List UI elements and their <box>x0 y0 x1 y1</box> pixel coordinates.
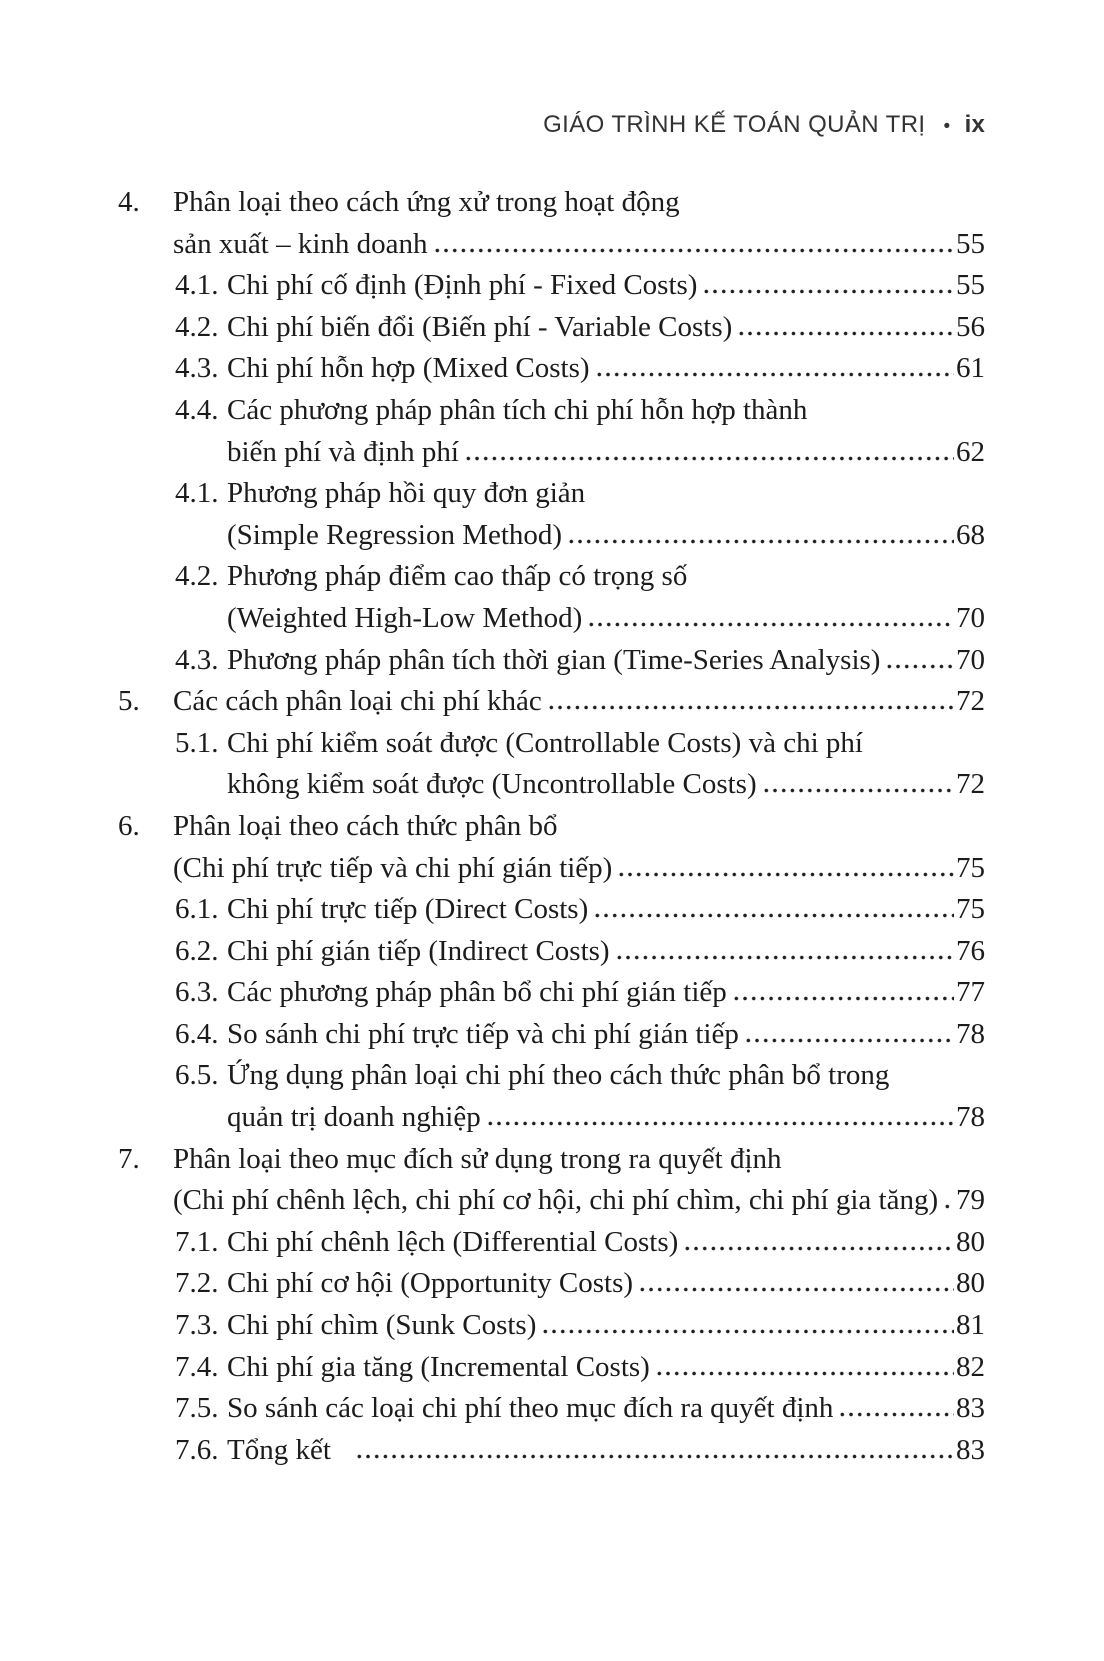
toc-page-number: 77 <box>956 976 985 1009</box>
toc-entry-text: (Simple Regression Method) <box>227 518 563 551</box>
toc-page-number: 83 <box>956 1433 985 1466</box>
toc-entry-text: Ứng dụng phân loại chi phí theo cách thức phân bổ trong <box>227 1059 890 1092</box>
dotted-leader <box>464 454 954 461</box>
bullet-separator-icon: • <box>943 116 951 137</box>
toc-page-number: 82 <box>956 1350 985 1383</box>
dotted-leader <box>683 1244 954 1251</box>
toc-page-number: 61 <box>956 352 985 385</box>
toc-entry-text: Chi phí hỗn hợp (Mixed Costs) <box>227 352 590 385</box>
toc-entry-number: 6. <box>118 809 140 842</box>
toc-row <box>118 186 985 228</box>
toc-page-number: 70 <box>956 601 985 634</box>
toc-entry-number: 6.5. <box>175 1059 219 1092</box>
toc-entry-text: Chi phí cố định (Định phí - Fixed Costs) <box>227 269 698 302</box>
toc-entry-text: quản trị doanh nghiệp <box>227 1101 481 1134</box>
toc-row <box>118 935 985 977</box>
toc-row <box>118 976 985 1018</box>
toc-entry-text: Phân loại theo mục đích sử dụng trong ra quyết định <box>173 1142 782 1175</box>
toc-entry-text: Phương pháp phân tích thời gian (Time-Series Analysis) <box>227 643 881 676</box>
toc-entry-text: Chi phí gia tăng (Incremental Costs) <box>227 1350 650 1383</box>
toc-entry-text: So sánh chi phí trực tiếp và chi phí gián tiếp <box>227 1017 739 1050</box>
dotted-leader <box>593 911 954 918</box>
toc-entry-text: Chi phí chênh lệch (Differential Costs) <box>227 1225 679 1258</box>
toc-row <box>118 436 985 478</box>
toc-entry-number: 6.1. <box>175 893 219 926</box>
dotted-leader <box>486 1119 954 1126</box>
toc-entry-number: 4.2. <box>175 310 219 343</box>
toc-entry-text: biến phí và định phí <box>227 435 459 468</box>
toc-page-number: 62 <box>956 435 985 468</box>
dotted-leader <box>655 1369 954 1376</box>
toc-row <box>118 1267 985 1309</box>
toc-row <box>118 560 985 602</box>
toc-row <box>118 1143 985 1185</box>
toc-entry-number: 7.6. <box>175 1433 219 1466</box>
toc-entry-number: 7.5. <box>175 1392 219 1425</box>
toc-entry-text: Chi phí chìm (Sunk Costs) <box>227 1309 537 1342</box>
toc-entry-text: Phương pháp hồi quy đơn giản <box>227 477 586 510</box>
toc-entry-text: Chi phí kiểm soát được (Controllable Costs) và chi phí <box>227 726 863 759</box>
toc-entry-number: 4.2. <box>175 560 219 593</box>
toc-entry-text: Phân loại theo cách thức phân bổ <box>173 809 558 842</box>
toc-entry-text: Chi phí biến đổi (Biến phí - Variable Costs) <box>227 310 733 343</box>
toc-row <box>118 394 985 436</box>
toc-entry-number: 4.3. <box>175 643 219 676</box>
toc-entry-number: 4.3. <box>175 352 219 385</box>
dotted-leader <box>587 620 954 627</box>
toc-page-number: 55 <box>956 269 985 302</box>
dotted-leader <box>541 1327 954 1334</box>
toc-row <box>118 1184 985 1226</box>
toc-page-number: 56 <box>956 310 985 343</box>
toc-entry-number: 7.1. <box>175 1225 219 1258</box>
toc-row <box>118 352 985 394</box>
toc-entry-text: sản xuất – kinh doanh <box>173 227 428 260</box>
toc-list <box>118 186 985 1475</box>
toc-entry-number: 6.3. <box>175 976 219 1009</box>
toc-row <box>118 269 985 311</box>
dotted-leader <box>737 329 954 336</box>
toc-row <box>118 477 985 519</box>
toc-page-number: 72 <box>956 685 985 718</box>
dotted-leader <box>615 953 954 960</box>
toc-row <box>118 852 985 894</box>
dotted-leader <box>355 1452 954 1459</box>
dotted-leader <box>595 370 954 377</box>
toc-page-number: 80 <box>956 1267 985 1300</box>
toc-entry-number: 4. <box>118 186 140 218</box>
toc-page-number: 78 <box>956 1101 985 1134</box>
toc-page-number: 83 <box>956 1392 985 1425</box>
toc-entry-number: 7.4. <box>175 1350 219 1383</box>
toc-row <box>118 644 985 686</box>
toc-entry-text: Chi phí cơ hội (Opportunity Costs) <box>227 1267 634 1300</box>
dotted-leader <box>838 1410 954 1417</box>
dotted-leader <box>885 662 954 669</box>
toc-page-number: 78 <box>956 1017 985 1050</box>
toc-entry-text: Các phương pháp phân bổ chi phí gián tiếp <box>227 976 727 1009</box>
dotted-leader <box>762 786 954 793</box>
toc-entry-text: Phân loại theo cách ứng xử trong hoạt động <box>173 186 680 218</box>
dotted-leader <box>567 537 954 544</box>
toc-row <box>118 727 985 769</box>
toc-row <box>118 768 985 810</box>
toc-row <box>118 602 985 644</box>
toc-entry-text: Các phương pháp phân tích chi phí hỗn hợp thành <box>227 393 808 426</box>
book-title: GIÁO TRÌNH KẾ TOÁN QUẢN TRỊ <box>543 111 926 138</box>
toc-page-number: 80 <box>956 1225 985 1258</box>
page-header <box>543 109 985 143</box>
dotted-leader <box>433 246 954 253</box>
toc-page-number: 76 <box>956 934 985 967</box>
toc-entry-text: (Chi phí trực tiếp và chi phí gián tiếp) <box>173 851 613 884</box>
toc-row <box>118 1392 985 1434</box>
toc-entry-text: Chi phí trực tiếp (Direct Costs) <box>227 893 589 926</box>
toc-page-number: 75 <box>956 893 985 926</box>
dotted-leader <box>547 703 954 710</box>
toc-page-number: 75 <box>956 851 985 884</box>
toc-entry-number: 6.2. <box>175 934 219 967</box>
toc-entry-number: 4.4. <box>175 393 219 426</box>
dotted-leader <box>702 287 954 294</box>
toc-entry-number: 7. <box>118 1142 140 1175</box>
toc-row <box>118 311 985 353</box>
toc-page-number: 70 <box>956 643 985 676</box>
toc-row <box>118 810 985 852</box>
dotted-leader <box>732 994 954 1001</box>
toc-page-number: 79 <box>956 1184 985 1217</box>
toc-entry-number: 7.3. <box>175 1309 219 1342</box>
toc-entry-text: (Chi phí chênh lệch, chi phí cơ hội, chi phí chìm, chi phí gia tăng) <box>173 1184 939 1217</box>
toc-page-number: 68 <box>956 518 985 551</box>
toc-entry-text: (Weighted High-Low Method) <box>227 601 583 634</box>
toc-row <box>118 519 985 561</box>
toc-row <box>118 1309 985 1351</box>
toc-entry-text: không kiểm soát được (Uncontrollable Costs) <box>227 768 757 801</box>
toc-entry-number: 4.1. <box>175 269 219 302</box>
toc-entry-number: 7.2. <box>175 1267 219 1300</box>
toc-entry-text: Các cách phân loại chi phí khác <box>173 685 542 718</box>
toc-entry-text: Chi phí gián tiếp (Indirect Costs) <box>227 934 610 967</box>
toc-row <box>118 685 985 727</box>
toc-row <box>118 1351 985 1393</box>
dotted-leader <box>744 1036 954 1043</box>
dotted-leader <box>617 870 954 877</box>
toc-page-number: 55 <box>956 227 985 260</box>
toc-entry-text: Tổng kết <box>227 1433 331 1466</box>
dotted-leader <box>638 1285 954 1292</box>
toc-row <box>118 1226 985 1268</box>
toc-entry-text: So sánh các loại chi phí theo mục đích ra quyết định <box>227 1392 834 1425</box>
toc-entry-text: Phương pháp điểm cao thấp có trọng số <box>227 560 688 593</box>
toc-page-number: 72 <box>956 768 985 801</box>
toc-row <box>118 1059 985 1101</box>
toc-row <box>118 893 985 935</box>
toc-row <box>118 228 985 270</box>
toc-row <box>118 1101 985 1143</box>
toc-entry-number: 6.4. <box>175 1017 219 1050</box>
toc-page-number: 81 <box>956 1309 985 1342</box>
toc-entry-number: 4.1. <box>175 477 219 510</box>
toc-entry-number: 5. <box>118 685 140 718</box>
toc-row <box>118 1018 985 1060</box>
dotted-leader <box>943 1202 954 1209</box>
toc-entry-number: 5.1. <box>175 726 219 759</box>
toc-row <box>118 1434 985 1476</box>
page-roman-numeral: ix <box>964 111 985 138</box>
